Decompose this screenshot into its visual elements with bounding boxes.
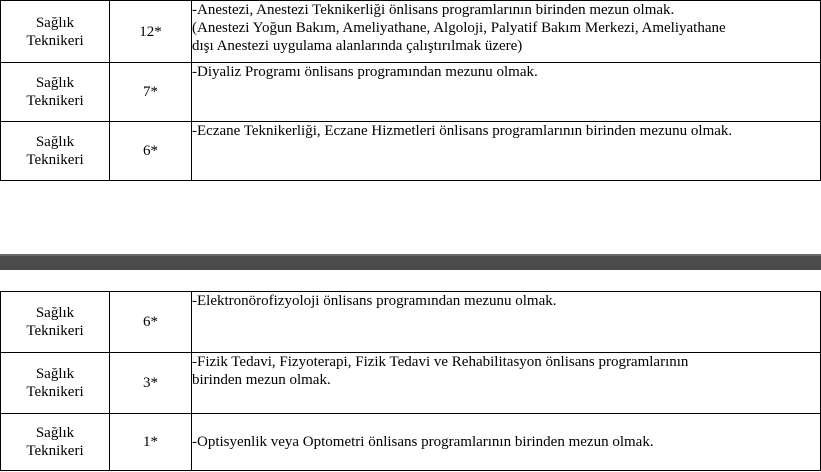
requirement-text: -Eczane Teknikerliği, Eczane Hizmetleri önlisans programlarının birinden mezunu olmak. (192, 123, 733, 139)
requirement-text: -Optisyenlik veya Optometri önlisans programlarının birinden mezun olmak. (192, 434, 654, 450)
requirement-text: -Elektronörofizyoloji önlisans programından mezunu olmak. (192, 293, 557, 309)
quota-cell: 6* (110, 292, 192, 353)
position-title-cell (1, 292, 110, 353)
position-title-line: Teknikeri (26, 323, 84, 339)
requirement-text: -Anestezi, Anestezi Teknikerliği önlisans programlarının birinden mezun olmak. (192, 2, 675, 18)
position-title-cell (1, 63, 110, 122)
position-title-line: Sağlık (35, 75, 75, 91)
page-break-divider (0, 254, 821, 270)
requirement-cell (192, 353, 821, 414)
requirement-cell (192, 1, 821, 63)
requirement-cell (192, 414, 821, 471)
requirement-text: birinden mezun olmak. (192, 372, 331, 388)
position-title-line: Teknikeri (26, 32, 84, 49)
quota-cell: 1* (110, 414, 192, 471)
position-title-line: Teknikeri (26, 384, 84, 400)
requirements-table-page-1 (0, 0, 821, 181)
table-row (1, 63, 821, 122)
requirement-cell (192, 122, 821, 181)
position-title-cell (1, 414, 110, 471)
position-title-line: Teknikeri (26, 443, 84, 459)
quota-cell: 7* (110, 63, 192, 122)
requirement-cell (192, 292, 821, 353)
table-row (1, 292, 821, 353)
position-title-line: Sağlık (35, 425, 75, 441)
position-title-line: Sağlık (35, 134, 75, 150)
quota-cell: 3* (110, 353, 192, 414)
requirement-cell (192, 63, 821, 122)
position-title-line: Sağlık (35, 366, 75, 382)
requirements-table-page-2 (0, 291, 821, 471)
quota-cell: 12* (110, 1, 192, 63)
position-title-line: Teknikeri (26, 152, 84, 168)
requirement-text: dışı Anestezi uygulama alanlarında çalıştırılmak üzere) (192, 38, 523, 54)
requirement-text: (Anestezi Yoğun Bakım, Ameliyathane, Algoloji, Palyatif Bakım Merkezi, Ameliyathane (192, 20, 726, 36)
page-break-edge (0, 254, 821, 256)
position-title-line: Sağlık (35, 14, 75, 31)
table-row (1, 353, 821, 414)
requirement-text: -Fizik Tedavi, Fizyoterapi, Fizik Tedavi ve Rehabilitasyon önlisans programlarının (192, 354, 689, 370)
table-row (1, 122, 821, 181)
position-title-cell (1, 353, 110, 414)
position-title-line: Sağlık (35, 305, 75, 321)
table-row (1, 1, 821, 63)
position-title-cell (1, 122, 110, 181)
quota-cell: 6* (110, 122, 192, 181)
position-title-cell (1, 1, 110, 63)
requirement-text: -Diyaliz Programı önlisans programından mezunu olmak. (192, 64, 538, 80)
table-row (1, 414, 821, 471)
position-title-line: Teknikeri (26, 93, 84, 109)
